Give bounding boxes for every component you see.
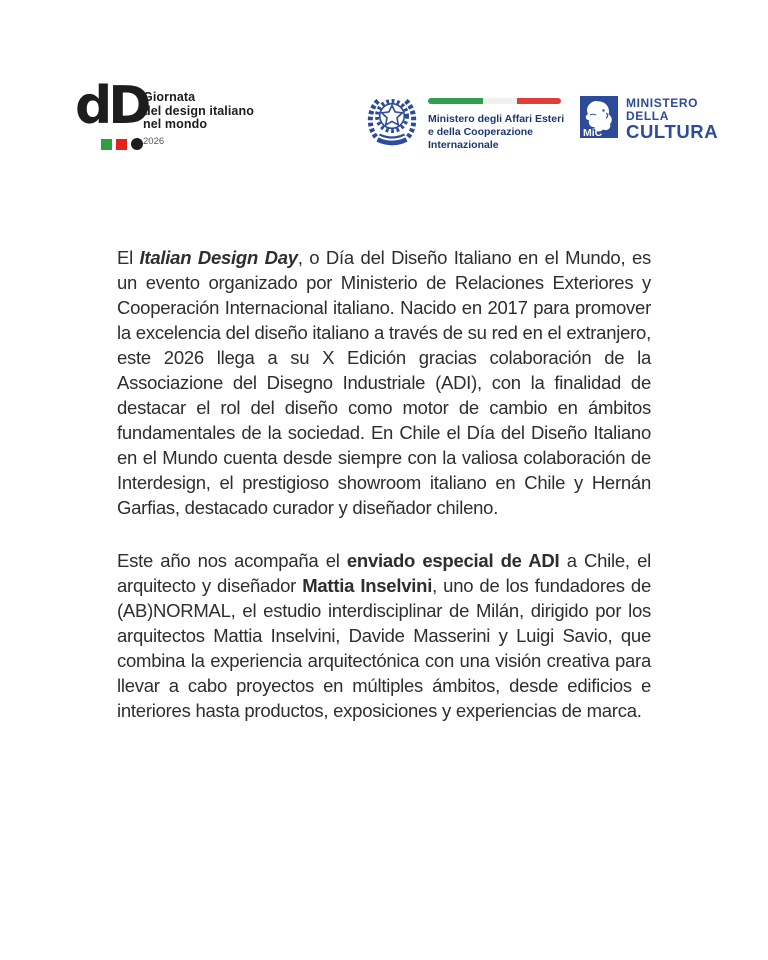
italian-republic-emblem-icon — [366, 90, 418, 155]
text-segment: Este año nos acompaña el — [117, 550, 347, 571]
italian-flag-bar-icon — [428, 98, 561, 104]
emphasized-text-segment: Italian Design Day — [139, 247, 298, 268]
maeci-right-block — [428, 98, 571, 152]
text-segment: El — [117, 247, 140, 268]
red-square-icon — [116, 139, 127, 150]
giornata-design-logo — [75, 76, 275, 160]
mic-logo — [580, 94, 719, 154]
giornata-title-line: del design italiano — [143, 103, 254, 118]
mic-name-line: MINISTERO — [626, 96, 699, 110]
paragraph — [117, 548, 651, 723]
flag-green — [428, 98, 483, 104]
emphasized-text-segment: enviado especial de ADI — [346, 550, 560, 571]
svg-text:MiC: MiC — [583, 127, 603, 138]
mic-name-line: CULTURA — [626, 121, 719, 142]
text-segment: , uno de los fundadores de (AB)NORMAL, el estudio interdisciplinar de Milán, dirigido por los arquitectos Mattia Inselvini, Davide Masserini y Luigi Savio, que combina la experiencia arquitectónica con una visión creativa para llevar a cabo proyectos en múltiples ámbitos, desde edificios e interiores hasta productos, exposiciones y experiencias de marca. — [117, 575, 652, 721]
dd-monogram-icon: dD — [75, 76, 148, 136]
header-logos — [0, 0, 768, 180]
tricolor-shapes — [101, 138, 143, 150]
paragraph — [117, 245, 651, 520]
flag-red — [517, 98, 561, 104]
text-segment: a Chile, el arquitecto y diseñador — [117, 550, 651, 596]
text-segment: , o Día del Diseño Italiano en el Mundo, es un evento organizado por Ministerio de Relaciones Exteriores y Cooperación Internacional italiano. Nacido en 2017 para promover la excelencia del diseño italiano a través de su red en el extranjero, este 2026 llega a su X Edición gracias colaboración de la Associazione del Disegno Industriale (ADI), con la finalidad de destacar el rol del diseño como motor de cambio en ámbitos fundamentales de la sociedad. En Chile el Día del Diseño Italiano en el Mundo cuenta desde siempre con la valiosa colaboración de Interdesign, el prestigioso showroom italiano en Chile y Hernán Garfias, destacado curador y diseñador chileno. — [117, 247, 651, 518]
green-square-icon — [101, 139, 112, 150]
emphasized-text-segment: Mattia Inselvini — [302, 575, 433, 596]
flag-white — [483, 98, 518, 104]
maeci-name — [428, 113, 571, 152]
maeci-name-line: e della Cooperazione Internazionale — [428, 125, 534, 151]
body-text — [117, 245, 651, 723]
mic-name-line: DELLA — [626, 109, 669, 123]
giornata-logo-title — [143, 91, 254, 132]
giornata-logo-year: 2026 — [143, 136, 165, 147]
black-dot-icon — [131, 138, 143, 150]
mic-name — [626, 97, 718, 141]
giornata-title-line: nel mondo — [143, 117, 208, 131]
mic-square-icon — [580, 96, 618, 138]
maeci-name-line: Ministero degli Affari Esteri — [428, 112, 565, 125]
maeci-logo — [366, 86, 571, 156]
giornata-title-line: Giornata — [143, 90, 196, 104]
